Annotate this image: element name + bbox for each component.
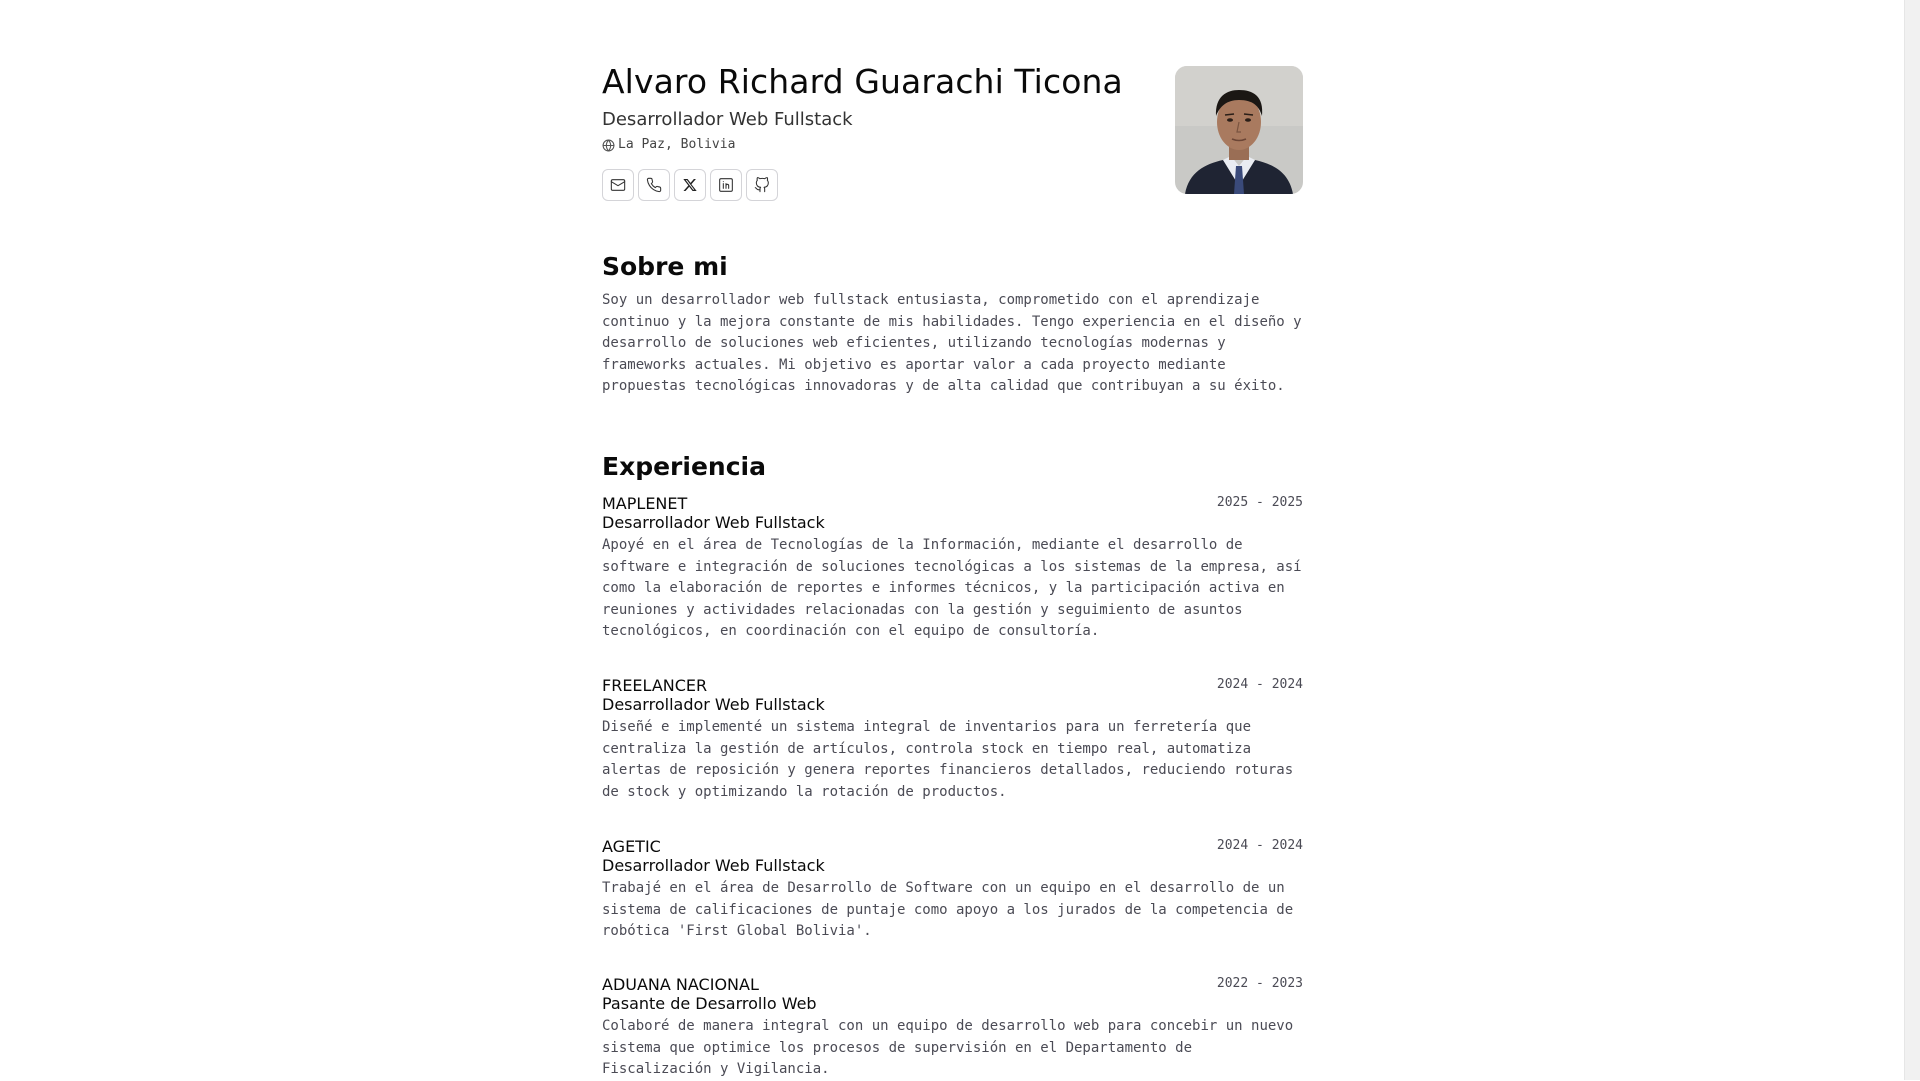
job-role: Desarrollador Web Fullstack xyxy=(602,856,825,875)
resume-page xyxy=(602,0,1303,1077)
experience-item xyxy=(602,676,1303,803)
job-dates: 2024 - 2024 xyxy=(1216,838,1303,853)
globe-icon xyxy=(602,139,615,152)
github-button[interactable] xyxy=(746,169,778,201)
location[interactable] xyxy=(602,135,735,155)
email-button[interactable] xyxy=(602,169,634,201)
about-text: Soy un desarrollador web fullstack entusiasta, comprometido con el aprendizaje continuo y la mejora constante de mis habilidades. Tengo experiencia en el diseño y desarrollo de soluciones web eficientes, utilizando tecnologías modernas y frameworks actuales. Mi objetivo es aportar valor a cada proyecto mediante propuestas tecnológicas innovadoras y de alta calidad que contribuyan a su éxito. xyxy=(602,292,1302,394)
experience-item xyxy=(602,837,1303,943)
profile-photo xyxy=(1175,66,1303,194)
experience-item xyxy=(602,494,1303,643)
x-button[interactable] xyxy=(674,169,706,201)
location-text: La Paz, Bolivia xyxy=(618,137,736,152)
about-title: Sobre mi xyxy=(602,252,728,281)
github-icon xyxy=(754,177,770,193)
linkedin-icon xyxy=(718,177,734,193)
resume-header xyxy=(602,0,1303,210)
job-company[interactable]: ADUANA NACIONAL xyxy=(602,975,759,994)
phone-icon xyxy=(646,177,662,193)
experience-item xyxy=(602,975,1303,1081)
job-company[interactable]: FREELANCER xyxy=(602,676,708,695)
job-dates: 2025 - 2025 xyxy=(1216,495,1303,510)
experience-title: Experiencia xyxy=(602,452,766,481)
job-description: Diseñé e implementé un sistema integral de inventarios para un ferretería que centraliza la gestión de artículos, controla stock en tiempo real, automatiza alertas de reposición y genera reportes financieros detallados, reduciendo roturas de stock y optimizando la rotación de productos. xyxy=(602,719,1294,800)
about-section xyxy=(602,250,1303,398)
contact-links xyxy=(602,169,778,201)
avatar xyxy=(1175,66,1303,194)
job-role: Pasante de Desarrollo Web xyxy=(602,994,817,1013)
job-role: Desarrollador Web Fullstack xyxy=(602,513,825,532)
job-description: Apoyé en el área de Tecnologías de la Información, mediante el desarrollo de software e integración de soluciones tecnológicas a los sistemas de la empresa, así como la elaboración de reportes e informes técnicos, y la participación activa en reuniones y actividades relacionadas con la gestión y seguimiento de asuntos tecnológicos, en coordinación con el equipo de consultoría. xyxy=(602,537,1302,639)
full-name: Alvaro Richard Guarachi Ticona xyxy=(602,62,1123,101)
job-dates: 2024 - 2024 xyxy=(1216,677,1303,692)
job-company[interactable]: MAPLENET xyxy=(602,494,688,513)
job-description: Trabajé en el área de Desarrollo de Software con un equipo en el desarrollo de un sistema de calificaciones de puntaje como apoyo a los jurados de la competencia de robótica 'First Global Bolivia'. xyxy=(602,880,1294,939)
vertical-scrollbar[interactable] xyxy=(1904,0,1920,1080)
phone-button[interactable] xyxy=(638,169,670,201)
job-description: Colaboré de manera integral con un equipo de desarrollo web para concebir un nuevo sistema que optimice los procesos de supervisión en el Departamento de Fiscalización y Vigilancia. xyxy=(602,1018,1294,1077)
job-title: Desarrollador Web Fullstack xyxy=(602,109,853,130)
experience-section xyxy=(602,450,1303,1077)
linkedin-button[interactable] xyxy=(710,169,742,201)
job-dates: 2022 - 2023 xyxy=(1216,976,1303,991)
job-company[interactable]: AGETIC xyxy=(602,837,661,856)
mail-icon xyxy=(610,177,626,193)
x-icon xyxy=(682,177,698,193)
job-role: Desarrollador Web Fullstack xyxy=(602,695,825,714)
